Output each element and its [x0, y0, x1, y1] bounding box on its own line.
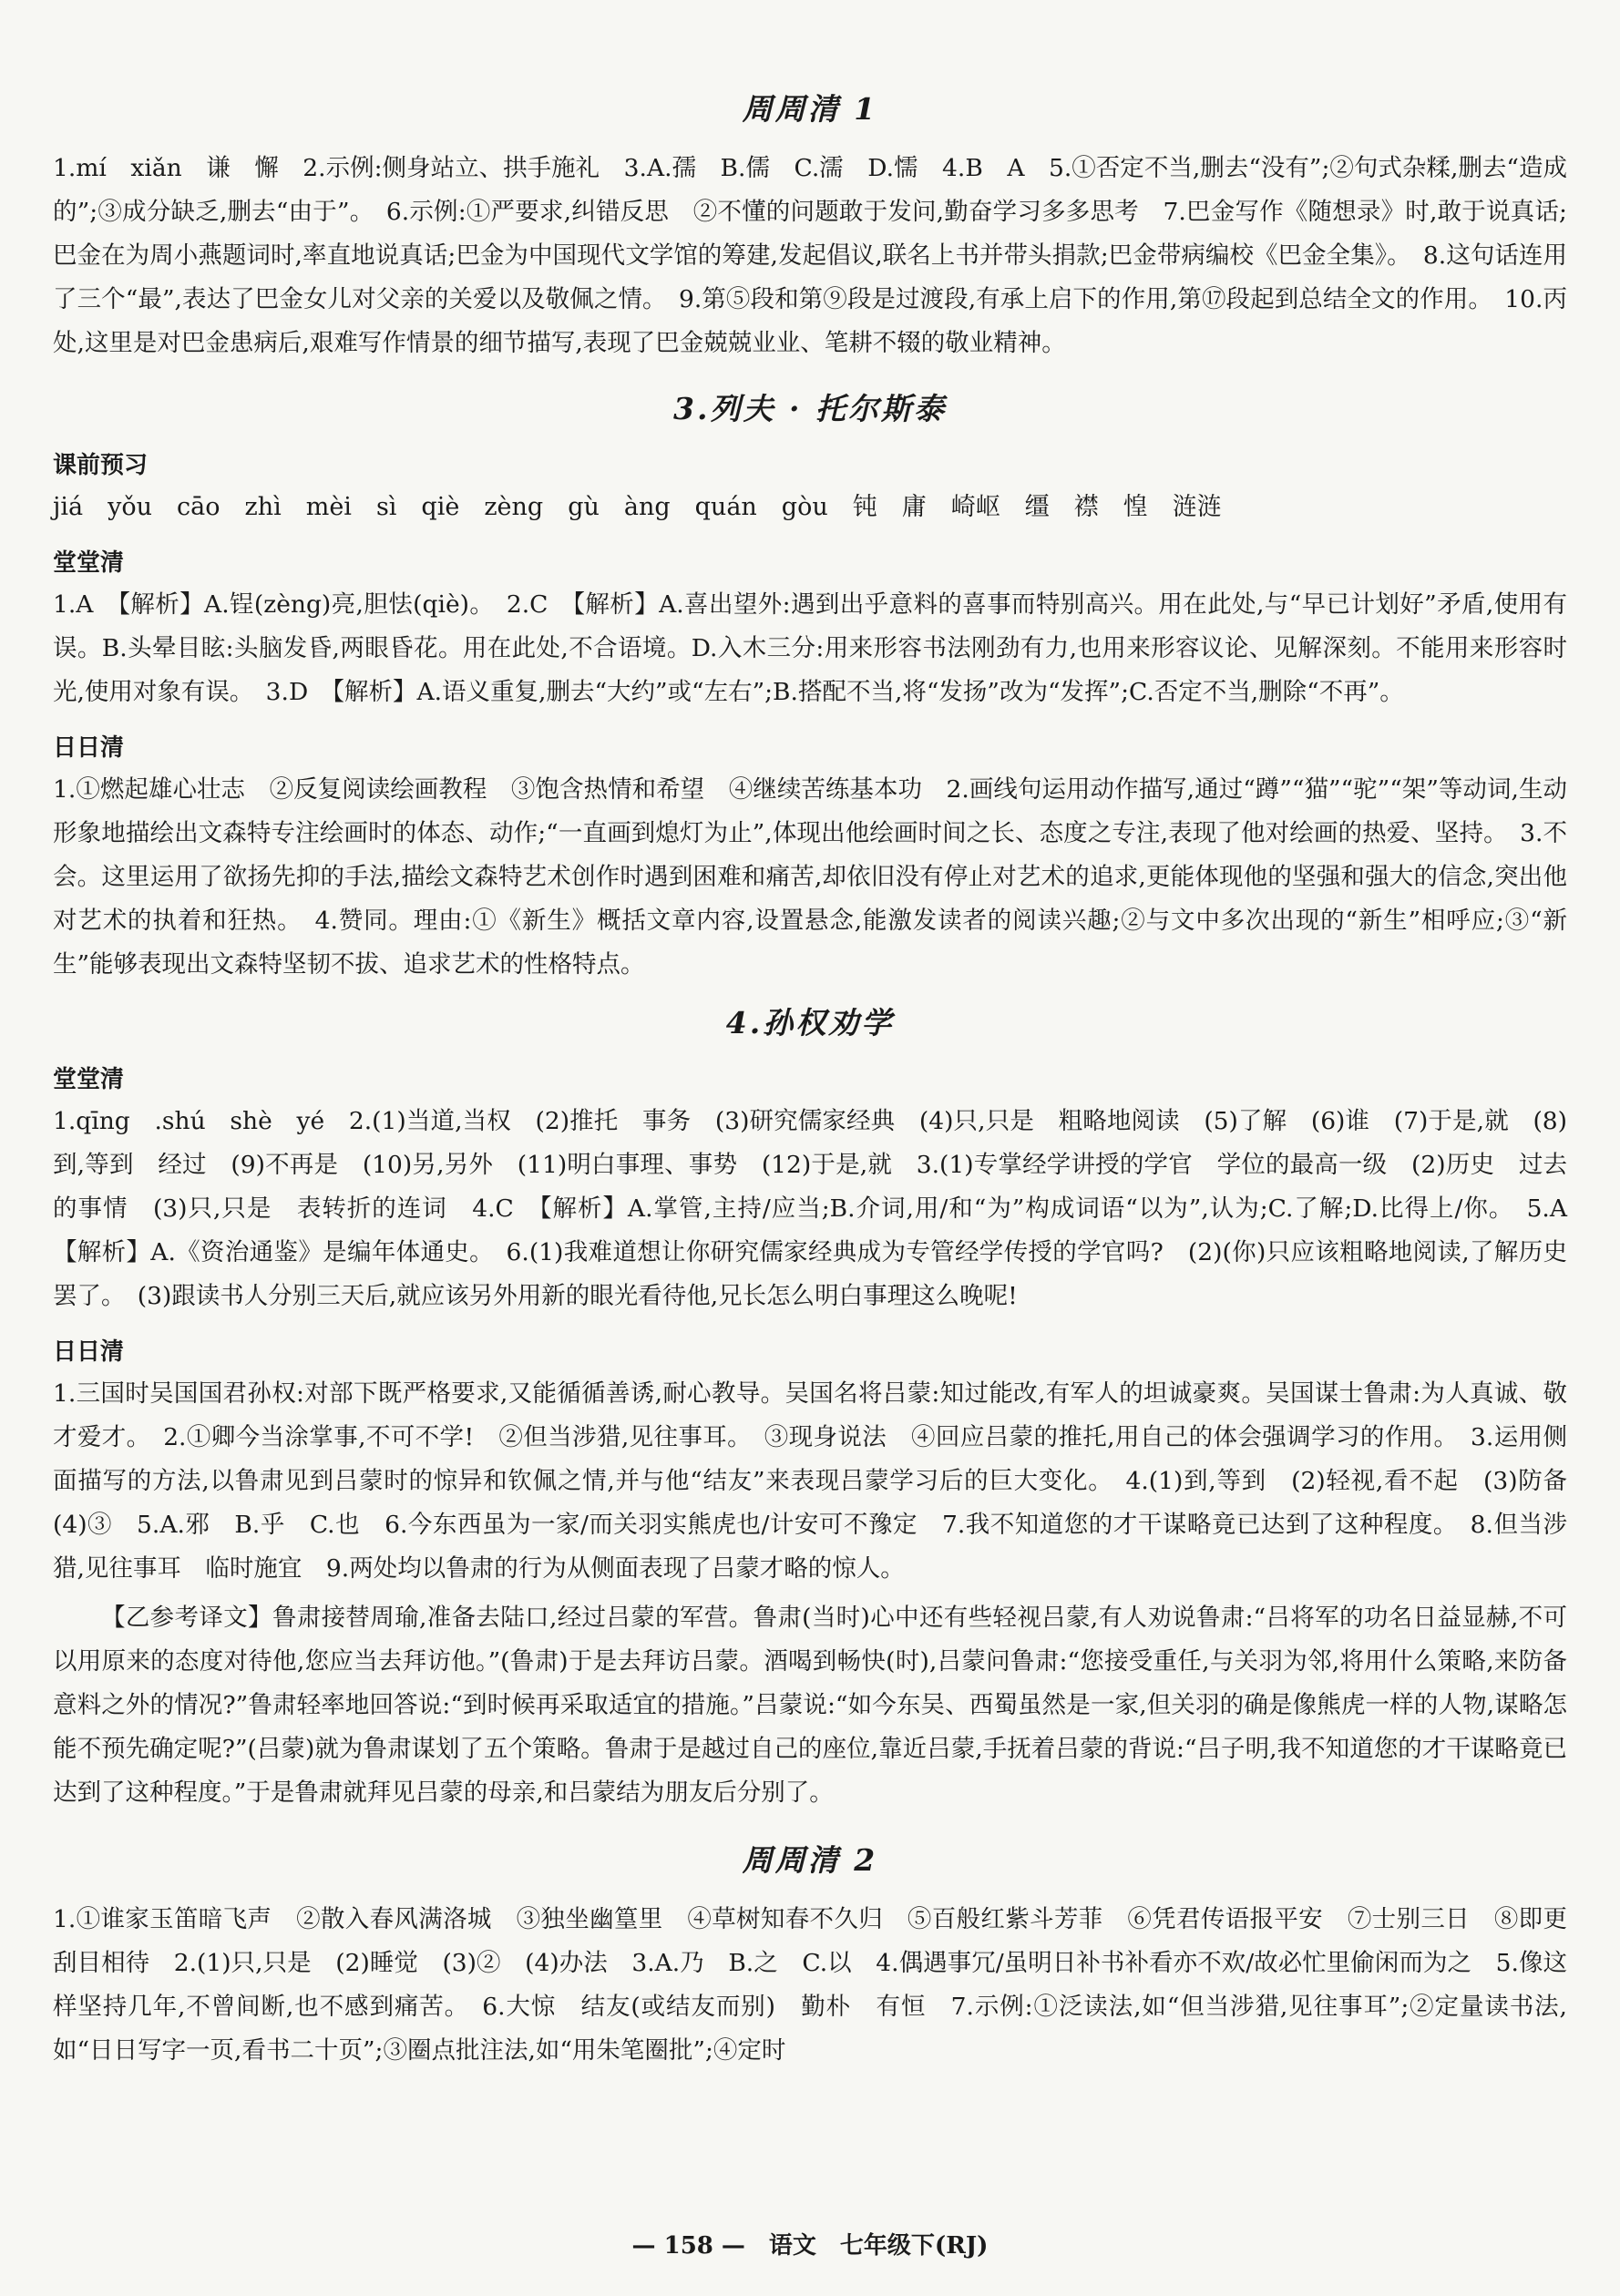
section-title: 周周清 2: [742, 1842, 878, 1878]
translation-paragraph: 【乙参考译文】鲁肃接替周瑜,准备去陆口,经过吕蒙的军营。鲁肃(当时)心中还有些轻视吕蒙,有人劝说鲁肃:“吕将军的功名日益显赫,不可以用原来的态度对待他,您应当去拜访他。”(鲁肃)于是去拜访吕蒙。酒喝到畅快(时),吕蒙问鲁肃:“您接受重任,与关羽为邻,将用什么策略,来防备意料之外的情况?”鲁肃轻率地回答说:“到时候再采取适宜的措施。”吕蒙说:“如今东吴、西蜀虽然是一家,但关羽的确是像熊虎一样的人物,谋略怎能不预先确定呢?”(吕蒙)就为鲁肃谋划了五个策略。鲁肃于是越过自己的座位,靠近吕蒙,手抚着吕蒙的背说:“吕子明,我不知道您的才干谋略竟已达到了这种程度。”于是鲁肃就拜见吕蒙的母亲,和吕蒙结为朋友后分别了。: [53, 1604, 1567, 1807]
section-weekly-2: [53, 1837, 1567, 2073]
section-title: 周周清 1: [742, 91, 878, 127]
pinyin-answers: jiá yǒu cāo zhì mèi sì qiè zèng gù àng quán gòu 钝 庸 崎岖 缰 襟 惶 涟涟: [53, 493, 1222, 521]
subsection-label: 课前预习: [53, 452, 149, 479]
answer-paragraph: 1.qīng .shú shè yé 2.(1)当道,当权 (2)推托 事务 (3)研究儒家经典 (4)只,只是 粗略地阅读 (5)了解 (6)谁 (7)于是,就 (8)到,等到 经过 (9)不再是 (10)另,另外 (11)明白事理、事势 (12)于是,就 3.(1)专掌经学讲授的学官 学位的最高一级 (2)历史 过去的事情 (3)只,只是 表转折的连词 4.C 【解析】A.掌管,主持/应当;B.介词,用/和“为”构成词语“以为”,认为;C.了解;D.比得上/你。 5.A 【解析】A.《资治通鉴》是编年体通史。 6.(1)我难道想让你研究儒家经典成为专管经学传授的学官吗? (2)(你)只应该粗略地阅读,了解历史罢了。 (3)跟读书人分别三天后,就应该另外用新的眼光看待他,兄长怎么明白事理这么晚呢!: [53, 1107, 1592, 1310]
subsection-label: 堂堂清: [53, 549, 125, 577]
subsection-label: 日日清: [53, 1338, 125, 1366]
answer-paragraph: 1.mí xiǎn 谦 懈 2.示例:侧身站立、拱手施礼 3.A.孺 B.儒 C.濡 D.懦 4.B A 5.①否定不当,删去“没有”;②句式杂糅,删去“造成的”;③成分缺乏,删去“由于”。 6.示例:①严要求,纠错反思 ②不懂的问题敢于发问,勤奋学习多多思考 7.巴金写作《随想录》时,敢于说真话;巴金在为周小燕题词时,率直地说真话;巴金为中国现代文学馆的筹建,发起倡议,联名上书并带头捐款;巴金带病编校《巴金全集》。 8.这句话连用了三个“最”,表达了巴金女儿对父亲的关爱以及敬佩之情。 9.第⑤段和第⑨段是过渡段,有承上启下的作用,第⑰段起到总结全文的作用。 10.丙处,这里是对巴金患病后,艰难写作情景的细节描写,表现了巴金兢兢业业、笔耕不辍的敬业精神。: [53, 154, 1567, 357]
section-tolstoy: [53, 385, 1567, 987]
answer-paragraph: 1.①燃起雄心壮志 ②反复阅读绘画教程 ③饱含热情和希望 ④继续苦练基本功 2.画线句运用动作描写,通过“蹲”“猫”“驼”“架”等动词,生动形象地描绘出文森特专注绘画时的体态、动作;“一直画到熄灯为止”,体现出他绘画时间之长、态度之专注,表现了他对绘画的热爱、坚持。 3.不会。这里运用了欲扬先抑的手法,描绘文森特艺术创作时遇到困难和痛苦,却依旧没有停止对艺术的追求,更能体现他的坚强和强大的信念,突出他对艺术的执着和狂热。 4.赞同。理由:①《新生》概括文章内容,设置悬念,能激发读者的阅读兴趣;②与文中多次出现的“新生”相呼应;③“新生”能够表现出文森特坚韧不拔、追求艺术的性格特点。: [53, 775, 1567, 979]
subsection-label: 日日清: [53, 734, 125, 762]
subsection-label: 堂堂清: [53, 1066, 125, 1093]
answer-paragraph: 1.A 【解析】A.锃(zèng)亮,胆怯(qiè)。 2.C 【解析】A.喜出望外:遇到出乎意料的喜事而特别高兴。用在此处,与“早已计划好”矛盾,使用有误。B.头晕目眩:头脑发昏,两眼昏花。用在此处,不合语境。D.入木三分:用来形容书法刚劲有力,也用来形容议论、见解深刻。不能用来形容时光,使用对象有误。 3.D 【解析】A.语义重复,删去“大约”或“左右”;B.搭配不当,将“发扬”改为“发挥”;C.否定不当,删除“不再”。: [53, 590, 1567, 706]
section-sunquan: [53, 999, 1592, 1815]
section-title: 4.孙权劝学: [725, 1005, 895, 1040]
page-footer: — 158 — 语文 七年级下(RJ): [631, 2232, 989, 2260]
answer-paragraph: 1.①谁家玉笛暗飞声 ②散入春风满洛城 ③独坐幽篁里 ④草树知春不久归 ⑤百般红紫斗芳菲 ⑥凭君传语报平安 ⑦士别三日 ⑧即更刮目相待 2.(1)只,只是 (2)睡觉 (3)② (4)办法 3.A.乃 B.之 C.以 4.偶遇事冗/虽明日补书补看亦不欢/故必忙里偷闲而为之 5.像这样坚持几年,不曾间断,也不感到痛苦。 6.大惊 结友(或结友而别) 勤朴 有恒 7.示例:①泛读法,如“但当涉猎,见往事耳”;②定量读书法,如“日日写字一页,看书二十页”;③圈点批注法,如“用朱笔圈批”;④定时: [53, 1905, 1567, 2065]
section-title: 3.列夫 · 托尔斯泰: [673, 391, 947, 426]
answer-paragraph: 1.三国时吴国国君孙权:对部下既严格要求,又能循循善诱,耐心教导。吴国名将吕蒙:知过能改,有军人的坦诚豪爽。吴国谋士鲁肃:为人真诚、敬才爱才。 2.①卿今当涂掌事,不可不学! ②但当涉猎,见往事耳。 ③现身说法 ④回应吕蒙的推托,用自己的体会强调学习的作用。 3.运用侧面描写的方法,以鲁肃见到吕蒙时的惊异和钦佩之情,并与他“结友”来表现吕蒙学习后的巨大变化。 4.(1)到,等到 (2)轻视,看不起 (3)防备 (4)③ 5.A.邪 B.乎 C.也 6.今东西虽为一家/而关羽实熊虎也/计安可不豫定 7.我不知道您的才干谋略竟已达到了这种程度。 8.但当涉猎,见往事耳 临时施宜 9.两处均以鲁肃的行为从侧面表现了吕蒙才略的惊人。: [53, 1379, 1592, 1583]
section-weekly-1: [53, 86, 1567, 365]
